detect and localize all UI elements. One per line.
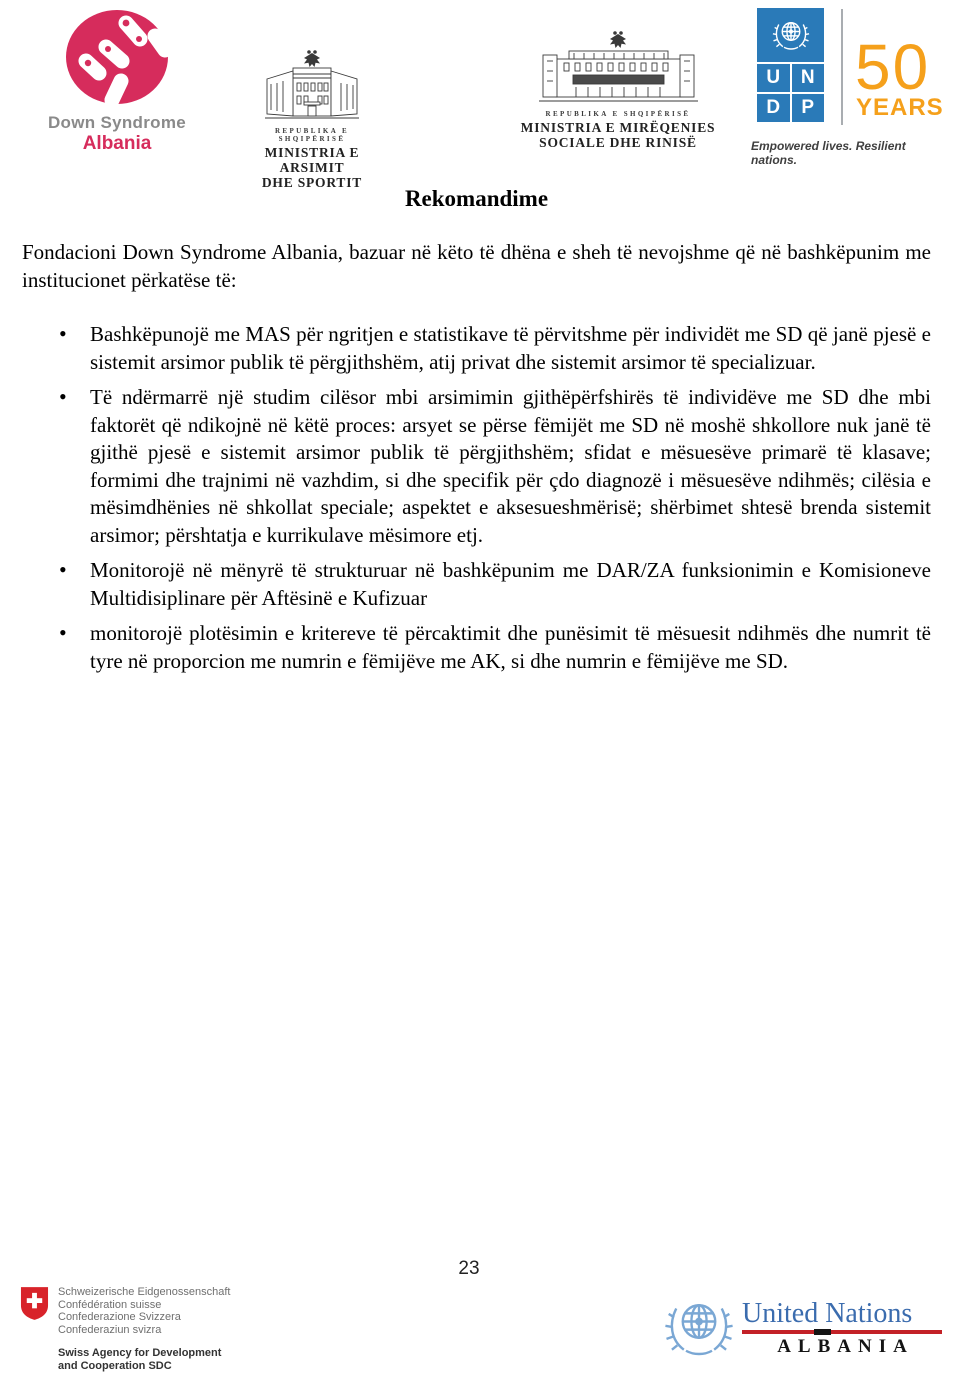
un-albania-name: United Nations [742, 1297, 913, 1329]
un-albania-divider-dash [814, 1329, 831, 1335]
intro-paragraph: Fondacioni Down Syndrome Albania, bazuar në këto të dhëna e sheh të nevojshme që në bashkëpunim me institucionet përkatëse të: [22, 240, 931, 292]
undp-divider [841, 9, 843, 125]
ministry-education-logo [243, 48, 381, 190]
sdc-lang-line: Schweizerische Eidgenossenschaft [58, 1286, 231, 1298]
sdc-lang-line: Confédération suisse [58, 1298, 162, 1311]
un-albania-country: ALBANIA [777, 1335, 914, 1357]
sdc-lang-line: Confederaziun svizra [58, 1323, 162, 1336]
recommendation-item: • Të ndërmarrë një studim cilësor mbi arsimimin gjithëpërfshirës të individëve me SD dhe mbi faktorët që ndikojnë në këtë proces: arsyet se përse fëmijët me SD në moshë shkollore nuk janë të gjithë pjesë e sistemit arsimor publik të përgjithshëm; sfidat e mësuesëve primarë të klasave; formimi dhe trajnimi në vazhdim, si dhe specifik për çdo diagnozë i mësuesëve ndihmës; cilësia e mësimdhënies në shkollat speciale; aspektet e aksesueshmërisë; shërbimet shtesë brenda sistemit arsimor; përshtatja e kurrikulave mësimore etj. [90, 384, 931, 549]
ministry-education-building-icon [257, 48, 367, 126]
undp-letter-u: U [757, 64, 790, 92]
dsa-chromosome-icon [65, 8, 169, 106]
undp-tagline: Empowered lives. Resilient nations. [751, 139, 906, 167]
undp-letter-n: N [792, 64, 825, 92]
undp-letter-grid [757, 64, 824, 122]
recommendation-item: • Monitorojë në mënyrë të strukturuar në bashkëpunim me DAR/ZA funksionimin e Komisioneve Multidisiplinare për Aftësinë e Kufizuar [90, 557, 931, 612]
down-syndrome-albania-logo [46, 8, 188, 155]
ministry-social-building-icon [531, 27, 706, 109]
page-title: Rekomandime [404, 186, 549, 211]
ministry-social-name: MINISTRIA E MIRËQENIES [520, 120, 716, 135]
undp-50-number: 50 [855, 31, 931, 103]
republic-label: REPUBLIKA E SHQIPËRISË [545, 110, 691, 118]
un-albania-logo [660, 1289, 942, 1367]
recommendation-item: • Bashkëpunojë me MAS për ngritjen e statistikave të përvitshme për individët me SD që janë pjesë e sistemit arsimor publik të përgjithshëm, atij privat dhe sistemit arsimor të specializuar. [90, 321, 931, 376]
ministry-education-name-2: DHE SPORTIT [261, 175, 363, 190]
un-emblem-icon [660, 1289, 738, 1367]
undp-years-word: YEARS [856, 94, 944, 121]
undp-logo [757, 8, 824, 122]
un-albania-divider [742, 1330, 942, 1334]
dsa-name-text: Down Syndrome [47, 113, 187, 132]
undp-letter-d: D [757, 94, 790, 122]
un-albania-text-block [742, 1299, 942, 1358]
ministry-education-name: MINISTRIA E ARSIMIT [264, 145, 360, 175]
sdc-agency-name [58, 1347, 230, 1373]
sdc-logo [20, 1286, 230, 1373]
ministry-social-logo [503, 27, 733, 150]
recommendation-item: • monitorojë plotësimin e kritereve të përcaktimit dhe punësimit të mësuesit ndihmës dhe numrit të tyre në proporcion me numrin e fëmijëve me AK, si dhe numrin e fëmijëve me SD. [90, 620, 931, 675]
sdc-agency-line-2: and Cooperation SDC [58, 1360, 172, 1372]
republic-label: REPUBLIKA E SHQIPËRISË [274, 127, 350, 143]
sdc-agency-line-1: Swiss Agency for Development [58, 1347, 222, 1359]
page-number: 23 [458, 1258, 480, 1279]
sdc-text-block [58, 1286, 230, 1373]
eagle-icon [610, 31, 626, 48]
ministry-social-name-2: SOCIALE DHE RINISË [539, 135, 697, 150]
un-emblem-icon [757, 8, 824, 62]
eagle-icon [304, 50, 320, 67]
sdc-lang-line: Confederazione Svizzera [58, 1311, 181, 1323]
document-body [22, 186, 931, 683]
undp-letter-p: P [792, 94, 825, 122]
recommendations-list [22, 321, 931, 675]
dsa-country-text: Albania [82, 133, 152, 154]
swiss-shield-icon [20, 1286, 49, 1321]
